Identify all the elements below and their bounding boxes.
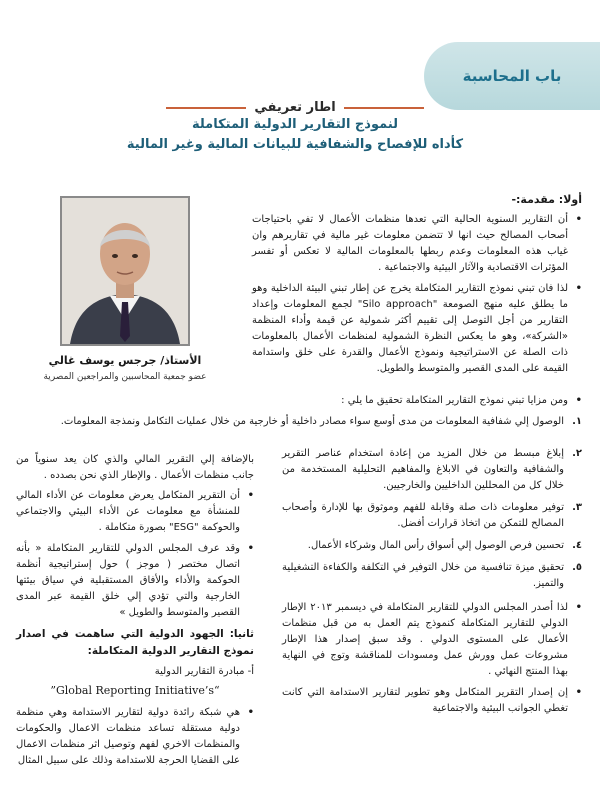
intro-heading: أولا: مقدمة:- [511,193,582,206]
left-bullet: • وقد عرف المجلس الدولي للتقارير المتكاملة « بأنه اتصال مختصر ( موجز ) حول إستراتيجية أنظمة الحوكمة والأداء والأفاق المستقبلية في سياق بيئتها الخارجية والتي تؤدي إلي خلق القيمة عبر المدى القصير والمتوسط والطويل » [16,541,254,621]
intro-bullet: • أن التقارير السنوية الحالية التي تعدها منظمات الأعمال لا تفي باحتياجات أصحاب المصالح حيث انها لا تتضمن معلومات غير مالية في تقاريرهم وان غياب هذه المعلومات وعدم ربطها بالمعلومات المالية لا تعكس أو تفسر المؤثرات الاقتصادية والآثار البيئية والاجتماعية . [252,212,582,276]
headline-line-1: لنموذج التقارير الدولية المتكاملة [191,117,399,132]
advantage-item [282,446,582,494]
advantage-item [282,500,582,532]
advantage-number: ٤. [572,540,582,551]
advantages-list-top [18,414,582,430]
headline-line-2: كأداه للإفصاح والشفافية للبيانات المالية وغير المالية [126,137,464,153]
intro-bullet: • لذا فان تبني نموذج التقارير المتكاملة يخرج عن إطار تبني البيئة الداخلية وهو ما يطلق عليه منهج الصومعة "Silo approach" لجمع المعلومات وإعداد التقارير من أجل التوصل إلى تقييم أكثر شمولية عن قيمة وأداء المنظمة «الشركة»، وهو ما يعكس النظرة الشمولية لمنظمات الأعمال بالمعلومات ذات الصلة عن الاستراتيجية ونموذج الأعمال والقدرة على خلق واستدامة القيمة على المدى القصير والمتوسط والطويل. [252,281,582,377]
advantages-intro-list [18,393,582,409]
advantage-number: ٢. [572,448,582,459]
author-name: الأستاذ/ جرجس يوسف غالي [48,354,202,367]
right-closing-bullets [282,600,582,717]
initiative-name: “Global Reporting Initiative’s” [50,683,220,697]
left-bullet-list-2 [16,705,254,769]
left-column [16,452,254,774]
author-portrait-image [62,198,188,344]
kicker-rule-left [166,107,246,109]
left-intro-paragraph: بالإضافة إلي التقرير المالي والذي كان يعد سنوياً من جانب منظمات الأعمال . والإطار الذي نحن بصدده . [16,454,254,481]
author-photo [60,196,190,346]
article-header [60,100,530,155]
kicker-rule-right [344,107,424,109]
advantages-section [18,393,582,436]
advantage-item [282,538,582,554]
closing-bullet: • إن إصدار التقرير المتكامل وهو تطوير لتقارير الاستدامة التي كانت تغطي الجوانب البيئية والاجتماعية [282,685,582,717]
right-column [282,446,582,722]
advantage-number: ٥. [572,562,582,573]
advantage-item [282,560,582,592]
section-two-heading: ثانيا: الجهود الدولية التي ساهمت في اصدار نموذج التقارير الدولية المتكاملة: [16,628,254,657]
left-bullet: • هي شبكة رائدة دولية لتقارير الاستدامة وهي منظمة دولية مستقلة تساعد منظمات الاعمال والحكومات والمنظمات الاخري لفهم وتوصيل اثر منظمات الاعمال على القضايا الحرجة للاستدامة وذلك على سبيل المثال [16,705,254,769]
kicker: اطار تعريفي [254,100,336,115]
advantages-list [282,446,582,592]
author-affiliation: عضو جمعية المحاسبين والمراجعين المصرية [43,372,207,382]
advantage-text: الوصول إلي شفافية المعلومات من مدى أوسع سواء مصادر داخلية أو خارجية من خلال عمليات التكامل ونمذجة المعلومات. [60,416,564,427]
closing-bullet: • لذا أصدر المجلس الدولي للتقارير المتكاملة في ديسمبر ٢٠١٣ الإطار الدولي للتقارير المتكاملة كنموذج يتم العمل به من قبل منظمات الأعمال على المستوى الدولي . وقد سبق إصدار هذا الإطار مشروعات عمل وورش عمل ومسودات للمناقشة وتوج في النهاية بهذا المنتج النهائي . [282,600,582,680]
advantage-text: إبلاغ مبسط من خلال المزيد من إعادة استخدام عناصر التقرير والشفافية والتعاون في الابلاغ والمفاهيم التحليلية المستخدمة من خلال كل من المحللين الداخليين والخارجيين. [282,448,564,491]
intro-bullet-list [252,212,582,377]
footer-strip [0,794,600,800]
left-bullet: • أن التقرير المتكامل يعرض معلومات عن الأداء المالي للمنشأة مع معلومات عن الأداء البيئي والاجتماعي والحوكمة "ESG" بصورة متكاملة . [16,488,254,536]
advantage-number: ١. [572,416,582,427]
advantage-text: تحقيق ميزة تنافسية من خلال التوفير في التكلفة والكفاءة التشغيلية والتميز. [282,562,564,589]
intro-section [252,212,582,382]
kicker-line [60,100,530,115]
advantages-intro: • ومن مزايا تبني نموذج التقارير المتكاملة تحقيق ما يلي : [18,393,582,409]
advantage-item [18,414,582,430]
left-bullet-list [16,488,254,621]
advantage-text: توفير معلومات ذات صلة وقابلة للفهم وموثوق بها للإدارة وأصحاب المصالح للتمكن من اتخاذ قرارات أفضل. [282,502,564,529]
initiative-label: أ- مبادرة التقارير الدولية [154,665,254,677]
advantage-text: تحسين فرص الوصول إلي أسواق رأس المال وشركاء الأعمال. [307,540,564,551]
advantage-number: ٣. [572,502,582,513]
section-tab-label: باب المحاسبة [462,67,562,85]
